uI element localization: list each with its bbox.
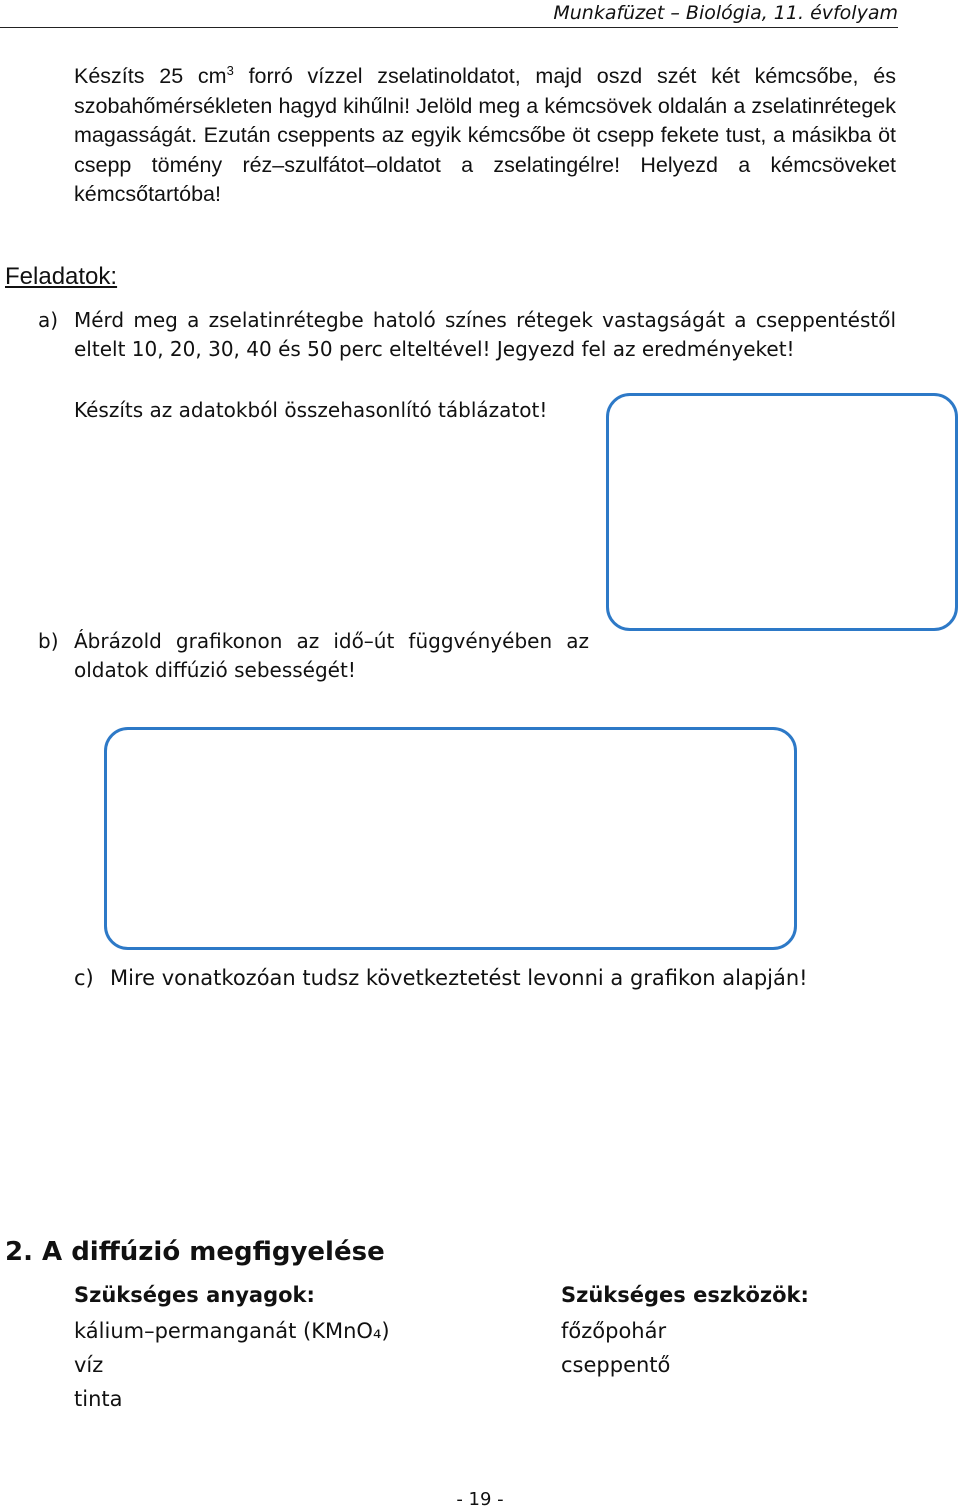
materials-column: [74, 1280, 390, 1416]
task-a-text: Mérd meg a zselatinrétegbe hatoló színes rétegek vastagságát a cseppentéstől eltelt 10, 20, 30, 40 és 50 perc elteltével! Jegyezd fel az eredményeket!: [74, 308, 896, 361]
task-c: [74, 962, 896, 995]
running-header: [0, 0, 898, 28]
page-number: - 19 -: [456, 1489, 504, 1510]
tool-item: cseppentő: [561, 1353, 671, 1377]
tasks-heading: Feladatok:: [5, 263, 118, 290]
material-item: víz: [74, 1353, 104, 1377]
intro-paragraph: [74, 62, 896, 210]
intro-text-start: Készíts 25 cm: [74, 64, 227, 88]
table-answer-box[interactable]: [606, 393, 958, 631]
intro-superscript: 3: [226, 62, 234, 78]
materials-heading: Szükséges anyagok:: [74, 1283, 315, 1307]
task-b-text: Ábrázold grafikonon az idő–út függvényében az oldatok diffúzió sebességét!: [74, 629, 589, 682]
task-c-text: Mire vonatkozóan tudsz következtetést levonni a grafikon alapján!: [110, 966, 808, 990]
intro-text-rest: forró vízzel zselatinoldatot, majd oszd szét két kémcsőbe, és szobahőmérsékleten hagyd kihűlni! Jelöld meg a kémcsövek oldalán a zselatinrétegek magasságát. Ezután cseppents az egyik kémcsőbe öt csepp fekete tust, a másikba öt csepp tömény réz–szulfátot–oldatot a zselatingélre! Helyezd a kémcsöveket kémcsőtartóba!: [74, 64, 896, 206]
material-item: kálium–permanganát (KMnO₄): [74, 1319, 390, 1343]
tools-column: [561, 1280, 809, 1382]
task-a-table-instruction: Készíts az adatokból összehasonlító táblázatot!: [74, 398, 548, 422]
section-title: 2. A diffúzió megfigyelése: [5, 1237, 385, 1267]
task-a-label: a): [38, 308, 59, 332]
tools-heading: Szükséges eszközök:: [561, 1283, 809, 1307]
graph-answer-box[interactable]: [104, 727, 797, 950]
tool-item: főzőpohár: [561, 1319, 667, 1343]
task-c-label: c): [74, 966, 94, 990]
task-b-label: b): [38, 629, 59, 653]
material-item: tinta: [74, 1387, 123, 1411]
header-title: Munkafüzet – Biológia, 11. évfolyam: [553, 2, 898, 24]
